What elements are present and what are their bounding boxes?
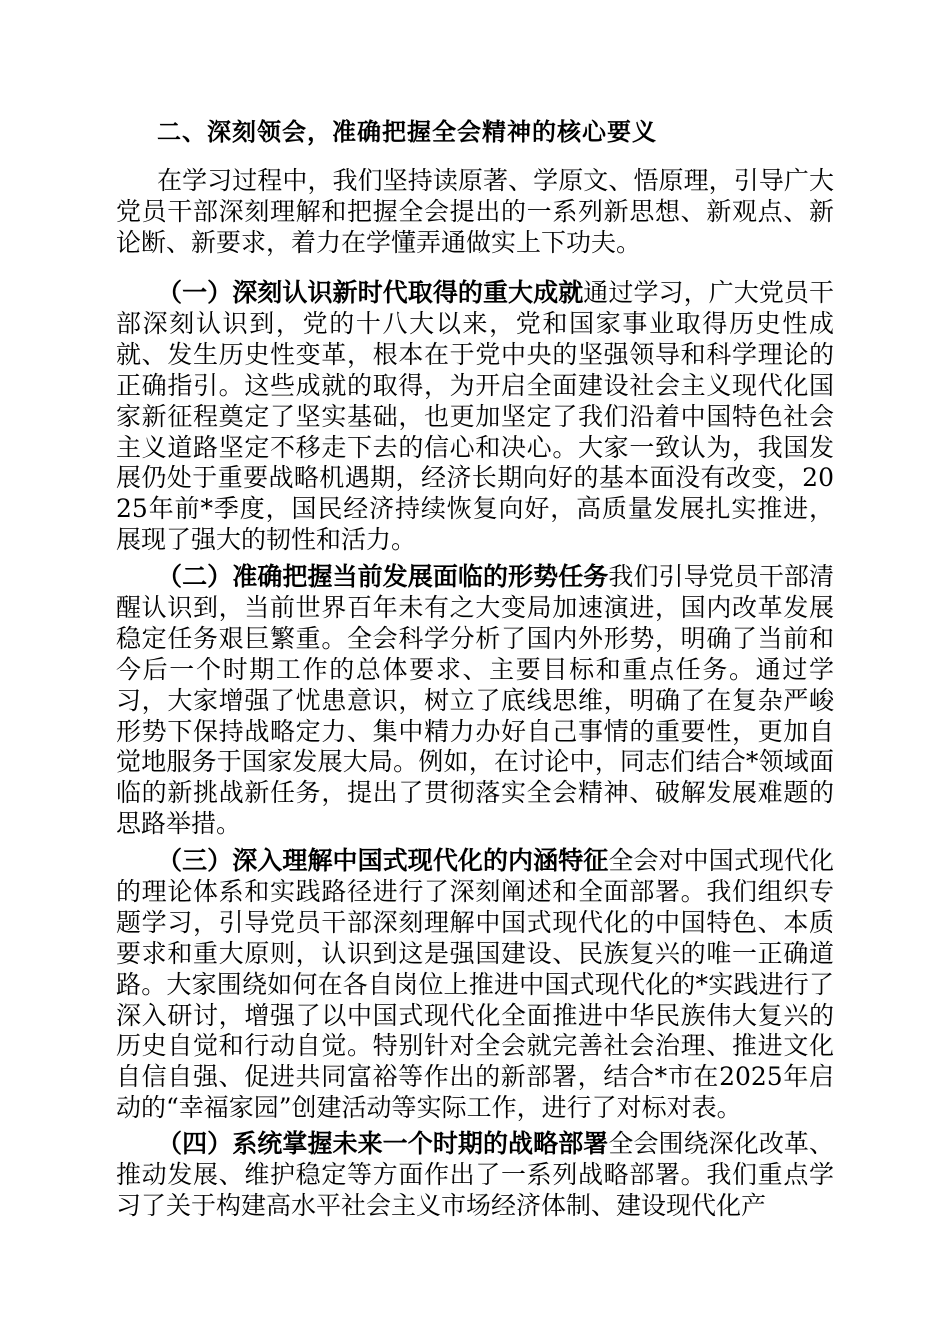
paragraph-section-1 (116, 278, 834, 556)
subheading-section-3: （三）深入理解中国式现代化的内涵特征 (157, 846, 609, 875)
subheading-section-2: （二）准确把握当前发展面临的形势任务 (157, 562, 609, 591)
body-section-1: 通过学习，广大党员干部深刻认识到，党的十八大以来，党和国家事业取得历史性成就、发生历史性变革，根本在于党中央的坚强领导和科学理论的正确指引。这些成就的取得，为开启全面建设社会主义现代化国家新征程奠定了坚实基础，也更加坚定了我们沿着中国特色社会主义道路坚定不移走下去的信心和决心。大家一致认为，我国发展仍处于重要战略机遇期，经济长期向好的基本面没有改变，2025年前*季度，国民经济持续恢复向好，高质量发展扎实推进，展现了强大的韧性和活力。 (116, 278, 834, 555)
body-section-4: 全会围绕深化改革、推动发展、维护稳定等方面作出了一系列战略部署。我们重点学习了关于构建高水平社会主义市场经济体制、建设现代化产 (116, 1129, 834, 1220)
body-section-2: 我们引导党员干部清醒认识到，当前世界百年未有之大变局加速演进，国内改革发展稳定任务艰巨繁重。全会科学分析了国内外形势，明确了当前和今后一个时期工作的总体要求、主要目标和重点任务。通过学习，大家增强了忧患意识，树立了底线思维，明确了在复杂严峻形势下保持战略定力、集中精力办好自己事情的重要性，更加自觉地服务于国家发展大局。例如，在讨论中，同志们结合*领域面临的新挑战新任务，提出了贯彻落实全会精神、破解发展难题的思路举措。 (116, 562, 834, 839)
section-heading: 二、深刻领会，准确把握全会精神的核心要义 (157, 118, 657, 146)
intro-paragraph: 在学习过程中，我们坚持读原著、学原文、悟原理，引导广大党员干部深刻理解和把握全会提出的一系列新思想、新观点、新论断、新要求，着力在学懂弄通做实上下功夫。 (116, 166, 834, 257)
paragraph-section-4 (116, 1129, 834, 1222)
paragraph-section-2 (116, 562, 834, 840)
paragraph-section-3 (116, 846, 834, 1124)
body-section-3: 全会对中国式现代化的理论体系和实践路径进行了深刻阐述和全面部署。我们组织专题学习，引导党员干部深刻理解中国式现代化的中国特色、本质要求和重大原则，认识到这是强国建设、民族复兴的唯一正确道路。大家围绕如何在各自岗位上推进中国式现代化的*实践进行了深入研讨，增强了以中国式现代化全面推进中华民族伟大复兴的历史自觉和行动自觉。特别针对全会就完善社会治理、推进文化自信自强、促进共同富裕等作出的新部署，结合*市在2025年启动的“幸福家园”创建活动等实际工作，进行了对标对表。 (116, 846, 834, 1123)
subheading-section-4: （四）系统掌握未来一个时期的战略部署 (157, 1129, 609, 1158)
subheading-section-1: （一）深刻认识新时代取得的重大成就 (157, 278, 584, 307)
